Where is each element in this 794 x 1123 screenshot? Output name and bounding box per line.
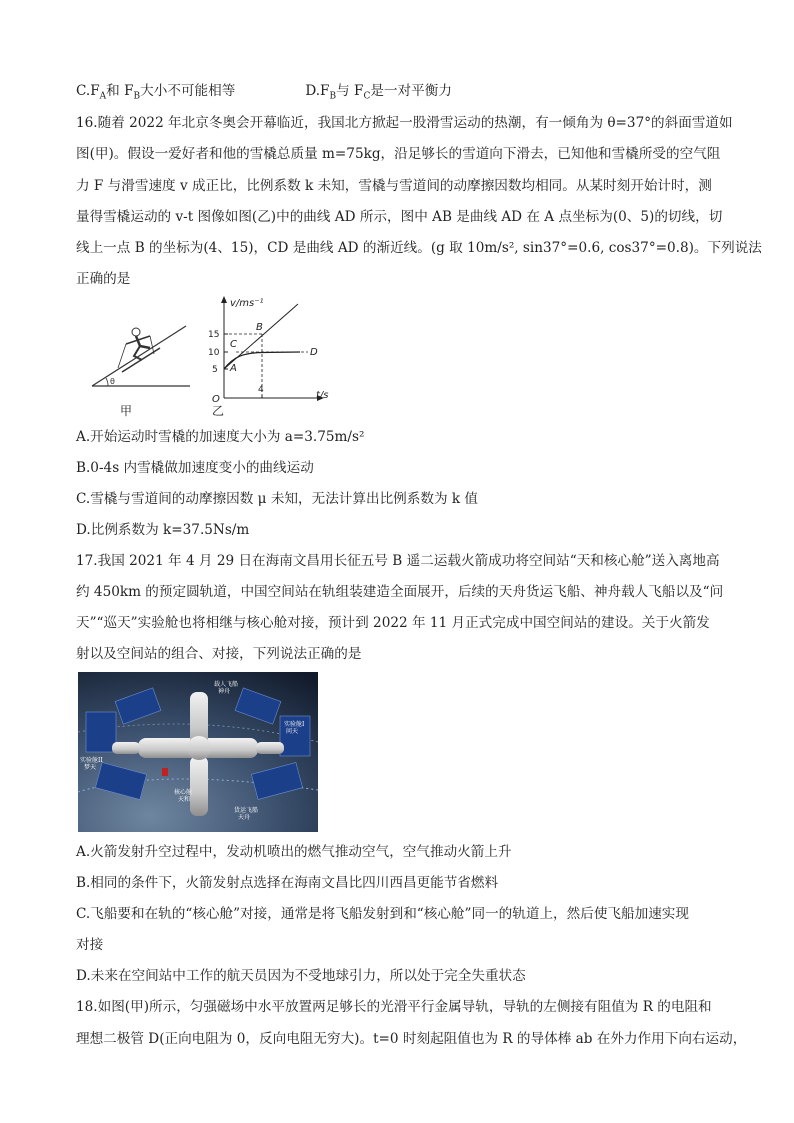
q18-stem-line-2: 理想二极管 D(正向电阻为 0，反向电阻无穷大)。t=0 时刻起阻值也为 R 的导体棒 ab 在外力作用下向右运动， — [76, 1031, 747, 1047]
svg-text:天和: 天和 — [178, 796, 191, 803]
figure-jia-skier — [86, 318, 196, 418]
svg-text:梦天: 梦天 — [84, 764, 97, 771]
label-shenzhou: 载人飞船 — [214, 681, 239, 688]
q16-stem-line-2: 图(甲)。假设一爱好者和他的雪橇总质量 m=75kg，沿足够长的雪道向下滑去，已知他和雪橇所受的空气阻 — [76, 146, 721, 162]
q17-stem-line-1: 17.我国 2021 年 4 月 29 日在海南文昌用长征五号 B 遥二运载火箭成功将空间站“天和核心舱”送入离地高 — [76, 553, 720, 569]
q17-option-b: B.相同的条件下，火箭发射点选择在海南文昌比四川西昌更能节省燃料 — [76, 875, 499, 891]
ytick-5: 5 — [212, 365, 218, 375]
label-tianzhou: 货运飞船 — [234, 807, 259, 814]
label-wentian: 实验舱I — [284, 721, 305, 728]
ytick-10: 10 — [208, 348, 220, 358]
point-d-label: D — [310, 347, 318, 358]
q18-stem-line-1: 18.如图(甲)所示，匀强磁场中水平放置两足够长的光滑平行金属导轨，导轨的左侧接有阻值为 R 的电阻和 — [76, 999, 712, 1015]
q17-option-c-cont: 对接 — [76, 937, 104, 953]
label-mengtian: 实验舱II — [80, 757, 103, 764]
q16-stem-line-5: 线上一点 B 的坐标为(4、15)，CD 是曲线 AD 的渐近线。(g 取 10m/s², sin37°=0.6, cos37°=0.8)。下列说法 — [76, 240, 762, 256]
q16-stem-line-6: 正确的是 — [76, 271, 131, 287]
q17-option-a: A.火箭发射升空过程中，发动机喷出的燃气推动空气，空气推动火箭上升 — [76, 844, 512, 860]
xtick-4: 4 — [258, 385, 264, 395]
q16-option-a: A.开始运动时雪橇的加速度大小为 a=3.75m/s² — [76, 429, 365, 445]
q15-option-d: $D.F_B$与 $F_C$是一对平衡力 — [305, 83, 452, 102]
q17-stem-line-2: 约 450km 的预定圆轨道，中国空间站在轨组装建造全面展开，后续的天舟货运飞船、神舟载人飞船以及“问 — [76, 584, 724, 600]
q16-stem-line-3: 力 F 与滑雪速度 v 成正比，比例系数 k 未知，雪橇与雪道间的动摩擦因数均相同。从某时刻开始计时，测 — [76, 178, 712, 194]
q17-option-c: C.飞船要和在轨的“核心舱”对接，通常是将飞船发射到和“核心舱”同一的轨道上，然后使飞船加速实现 — [76, 906, 689, 922]
ytick-15: 15 — [208, 330, 220, 340]
q17-option-d: D.未来在空间站中工作的航天员因为不受地球引力，所以处于完全失重状态 — [76, 968, 526, 984]
q15-options-row — [76, 82, 452, 106]
svg-text:天舟: 天舟 — [238, 814, 251, 821]
x-axis-label: t/s — [316, 390, 329, 401]
svg-text:神舟: 神舟 — [218, 688, 231, 695]
svg-text:问天: 问天 — [286, 728, 299, 735]
q17-stem-line-3: 天”“巡天”实验舱也将相继与核心舱对接，预计到 2022 年 11 月正式完成中国空间站的建设。关于火箭发 — [76, 615, 710, 631]
point-b-label: B — [256, 322, 263, 333]
q16-stem-line-1: 16.随着 2022 年北京冬奥会开幕临近，我国北方掀起一股滑雪运动的热潮，有一倾角为 θ=37°的斜面雪道如 — [76, 115, 733, 131]
point-a-label: A — [230, 363, 237, 374]
q16-option-b: B.0-4s 内雪橇做加速度变小的曲线运动 — [76, 460, 314, 476]
origin-label: O — [212, 394, 220, 405]
q16-option-c: C.雪橇与雪道间的动摩擦因数 μ 未知，无法计算出比例系数为 k 值 — [76, 491, 479, 507]
figure-yi-label: 乙 — [212, 404, 225, 418]
q15-option-c: $C.F_A$和 $F_B$大小不可能相等 — [76, 83, 236, 102]
q16-option-d: D.比例系数为 k=37.5Ns/m — [76, 522, 250, 538]
space-station-photo — [78, 672, 318, 832]
figure-yi-vt-graph — [200, 294, 350, 424]
y-axis-label: v/ms⁻¹ — [230, 298, 264, 309]
label-tianhe: 核心舱 — [174, 789, 193, 796]
figure-jia-label: 甲 — [120, 404, 133, 418]
q16-stem-line-4: 量得雪橇运动的 v-t 图像如图(乙)中的曲线 AD 所示，图中 AB 是曲线 AD 在 A 点坐标为(0、5)的切线，切 — [76, 209, 723, 225]
point-c-label: C — [230, 339, 237, 350]
slope-angle-theta: θ — [110, 377, 115, 386]
q17-stem-line-4: 射以及空间站的组合、对接，下列说法正确的是 — [76, 646, 362, 662]
